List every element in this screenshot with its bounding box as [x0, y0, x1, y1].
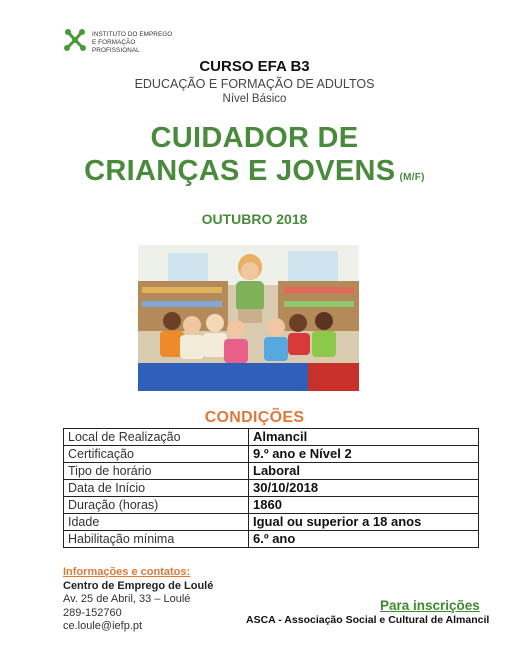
- registration-label[interactable]: Para inscrições: [380, 598, 480, 613]
- main-title-line-1: CUIDADOR DE: [150, 122, 359, 154]
- course-subtitle: EDUCAÇÃO E FORMAÇÃO DE ADULTOS: [134, 77, 375, 91]
- contacts-email[interactable]: ce.loule@iefp.pt: [63, 620, 143, 632]
- condition-label: Duração (horas): [64, 497, 249, 514]
- condition-value: 1860: [249, 497, 479, 514]
- logo-line-2: E FORMAÇÃO PROFISSIONAL: [92, 39, 140, 54]
- condition-label: Tipo de horário: [64, 463, 249, 480]
- condition-label: Idade: [64, 514, 249, 531]
- iefp-logo-icon: [62, 28, 88, 52]
- contacts-address: Av. 25 de Abril, 33 – Loulé: [63, 593, 191, 605]
- condition-value: 9.º ano e Nível 2: [249, 446, 479, 463]
- table-row: [64, 531, 479, 548]
- logo-line-1: INSTITUTO DO EMPREGO: [92, 31, 173, 38]
- classroom-photo: [138, 245, 359, 391]
- gender-suffix: (M/F): [399, 172, 425, 183]
- condition-value: Igual ou superior a 18 anos: [249, 514, 479, 531]
- table-row: [64, 497, 479, 514]
- contacts-heading: Informações e contatos:: [63, 566, 191, 578]
- condition-value: 30/10/2018: [249, 480, 479, 497]
- main-title-line-2: [0, 155, 509, 194]
- main-title-line-2-text: CRIANÇAS E JOVENS: [84, 155, 396, 187]
- contacts-block: [63, 566, 213, 634]
- course-level: Nível Básico: [222, 93, 287, 105]
- contacts-name: Centro de Emprego de Loulé: [63, 579, 214, 592]
- condition-label: Local de Realização: [64, 429, 249, 446]
- condition-label: Certificação: [64, 446, 249, 463]
- condition-label: Data de Início: [64, 480, 249, 497]
- contacts-phone: 289-152760: [63, 606, 122, 619]
- table-row: [64, 514, 479, 531]
- course-date: OUTUBRO 2018: [201, 211, 308, 227]
- table-row: [64, 429, 479, 446]
- course-title: CURSO EFA B3: [199, 58, 310, 75]
- condition-value: Almancil: [249, 429, 479, 446]
- conditions-title: CONDIÇÕES: [204, 409, 305, 426]
- condition-value: Laboral: [249, 463, 479, 480]
- main-title: [0, 122, 509, 194]
- condition-value: 6.º ano: [249, 531, 479, 548]
- classroom-illustration: [138, 245, 359, 391]
- table-row: [64, 463, 479, 480]
- condition-label: Habilitação mínima: [64, 531, 249, 548]
- conditions-table: [63, 428, 479, 548]
- table-row: [64, 480, 479, 497]
- iefp-logo: [62, 28, 182, 54]
- table-row: [64, 446, 479, 463]
- logo-text: [92, 31, 182, 55]
- registration-org: ASCA - Associação Social e Cultural de Almancil: [246, 614, 490, 626]
